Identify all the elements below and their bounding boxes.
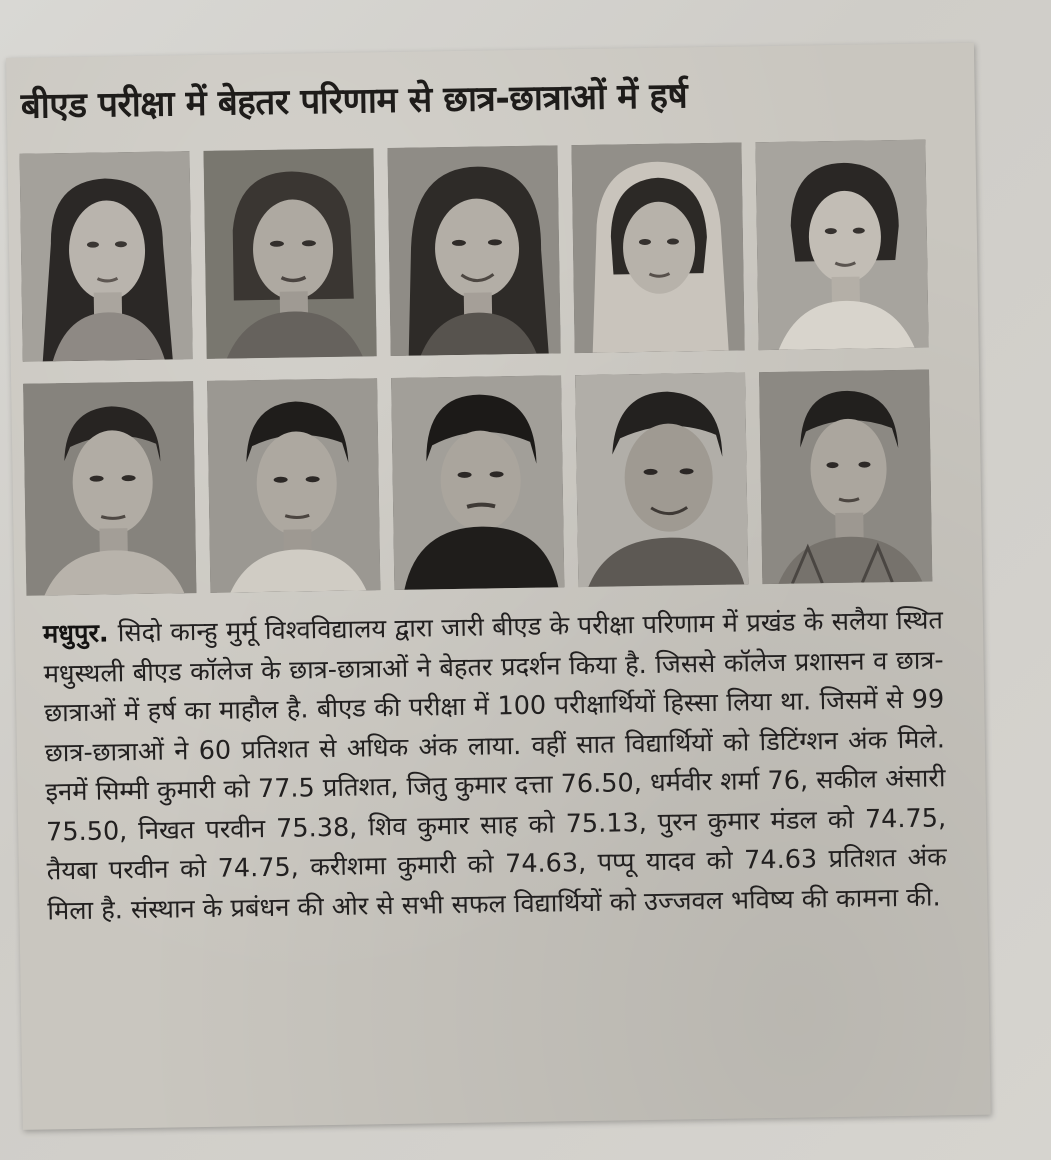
student-photo-10 <box>759 370 932 585</box>
student-photo-9 <box>575 372 748 587</box>
newspaper-clipping <box>6 43 991 1130</box>
headline: बीएड परीक्षा में बेहतर परिणाम से छात्र-छात्राओं में हर्ष <box>20 76 688 127</box>
student-photo-7 <box>207 378 380 593</box>
student-photo-5 <box>755 140 928 351</box>
article-text: सिदो कान्हु मुर्मू विश्वविद्यालय द्वारा जारी बीएड के परीक्षा परिणाम में प्रखंड के सलैया स्थित मधुस्थली बीएड कॉलेज के छात्र-छात्राओं ने बेहतर प्रदर्शन किया है. जिससे कॉलेज प्रशासन व छात्र-छात्राओं में हर्ष का माहौल है. बीएड की परीक्षा में 100 परीक्षार्थियों हिस्सा लिया था. जिसमें से 99 छात्र-छात्राओं ने 60 प्रतिशत से अधिक अंक लाया. वहीं सात विद्यार्थियों को डिटिंग्शन अंक मिले. इनमें सिम्मी कुमारी को 77.5 प्रतिशत, जितु कुमार दत्ता 76.50, धर्मवीर शर्मा 76, सकील अंसारी 75.50, निखत परवीन 75.38, शिव कुमार साह को 75.13, पुरन कुमार मंडल को 74.75, तैयबा परवीन को 74.75, करीशमा कुमारी को 74.63, पप्पू यादव को 74.63 प्रतिशत अंक मिला है. संस्थान के प्रबंधन की ओर से सभी सफल विद्यार्थियों को उज्जवल भविष्य की कामना की. <box>43 605 947 926</box>
student-photo-3 <box>387 145 560 356</box>
student-photo-2 <box>203 148 376 359</box>
student-photo-4 <box>571 142 744 353</box>
student-photo-1 <box>20 151 193 362</box>
article-body <box>43 601 948 931</box>
photo-grid <box>20 139 957 618</box>
photo-row-2 <box>23 369 956 596</box>
dateline: मधुपुर. <box>42 618 119 650</box>
photo-row-1 <box>20 139 953 362</box>
student-photo-8 <box>391 375 564 590</box>
student-photo-6 <box>23 381 196 596</box>
